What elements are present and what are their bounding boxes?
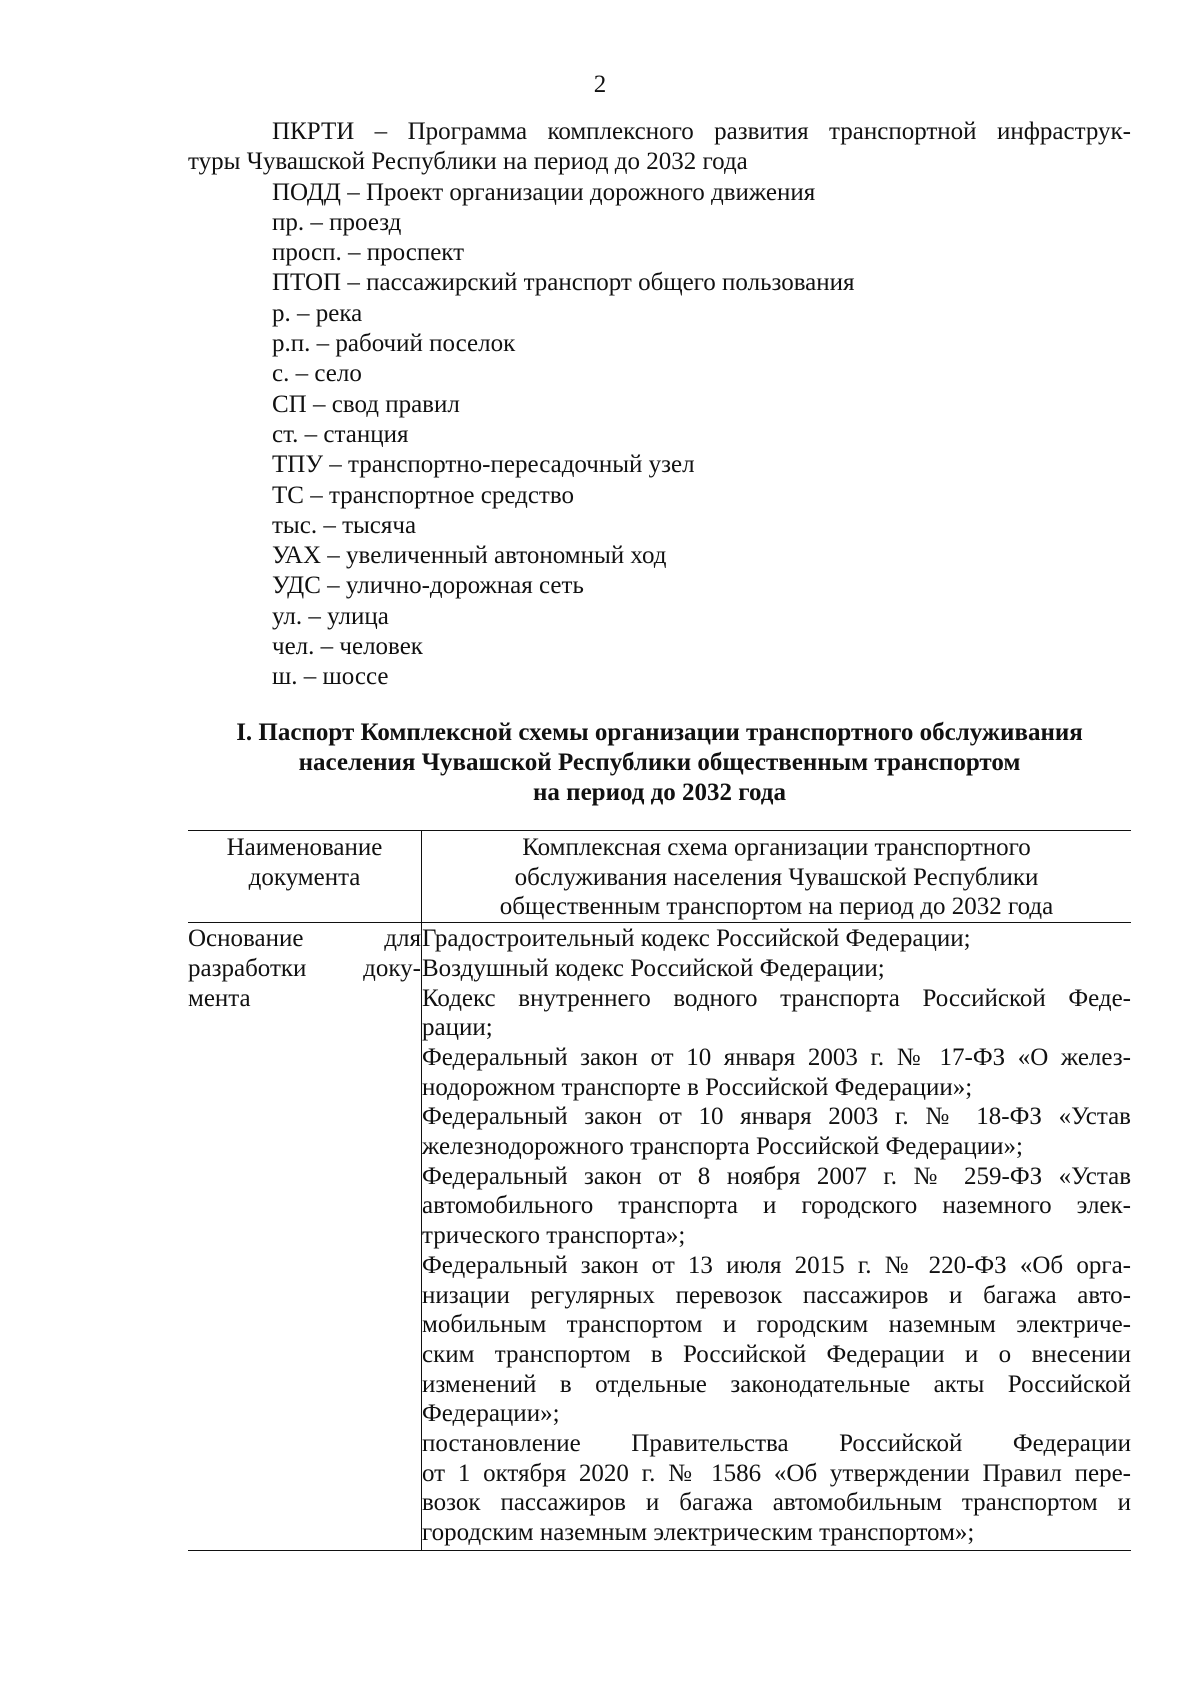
cell-line: Федерации»; <box>422 1400 560 1428</box>
cell-line: разработки доку- <box>188 954 421 982</box>
table-cell-value <box>422 923 1132 1551</box>
abbreviation-item: ТС – транспортное средство <box>272 481 574 509</box>
abbreviations-list <box>188 117 1131 693</box>
cell-line: Градостроительный кодекс Российской Федерации; <box>422 925 971 953</box>
abbreviation-item: р. – река <box>272 299 363 327</box>
cell-line: железнодорожного транспорта Российской Федерации»; <box>422 1133 1023 1161</box>
cell-line: городским наземным электрическим транспортом»; <box>422 1519 975 1547</box>
abbreviation-item-pkrti-line-1: ПКРТИ – Программа комплексного развития транспортной инфраструк- <box>272 118 1131 145</box>
abbreviation-item: просп. – проспект <box>272 239 465 267</box>
cell-line: обслуживания населения Чувашской Республики <box>514 863 1039 891</box>
cell-line: от 1 октября 2020 г. № 1586 «Об утверждении Правил пере- <box>422 1459 1131 1487</box>
cell-line: Основание для <box>188 925 421 953</box>
table-cell-label <box>188 831 422 923</box>
cell-line: Наименование <box>226 834 383 861</box>
cell-line: документа <box>248 863 361 891</box>
cell-line: Федеральный закон от 10 января 2003 г. № 17-ФЗ «О желез- <box>422 1043 1131 1071</box>
section-heading <box>188 718 1131 808</box>
abbreviation-item: СП – свод правил <box>272 390 460 418</box>
cell-line: рации; <box>422 1014 493 1042</box>
cell-line: изменений в отдельные законодательные акты Российской <box>422 1370 1131 1398</box>
section-heading-line: на период до 2032 года <box>533 779 786 806</box>
abbreviation-item: р.п. – рабочий поселок <box>272 330 516 358</box>
abbreviation-item: УДС – улично-дорожная сеть <box>272 572 584 600</box>
cell-line: Федеральный закон от 10 января 2003 г. № 18-ФЗ «Устав <box>422 1103 1131 1131</box>
cell-line: возок пассажиров и багажа автомобильным транспортом и <box>422 1489 1131 1517</box>
abbreviation-item: с. – село <box>272 360 362 388</box>
cell-line: мента <box>188 984 251 1012</box>
abbreviation-item: чел. – человек <box>272 633 423 661</box>
cell-line: мобильным транспортом и городским наземным электриче- <box>422 1311 1131 1339</box>
cell-line: Воздушный кодекс Российской Федерации; <box>422 954 885 982</box>
cell-line: Федеральный закон от 13 июля 2015 г. № 220-ФЗ «Об орга- <box>422 1251 1131 1279</box>
cell-line: низации регулярных перевозок пассажиров и багажа авто- <box>422 1281 1131 1309</box>
abbreviation-item: тыс. – тысяча <box>272 511 417 539</box>
table-cell-label <box>188 923 422 1551</box>
abbreviation-item-pkrti-line-2: туры Чувашской Республики на период до 2032 года <box>188 148 748 176</box>
abbreviation-item: ст. – станция <box>272 420 409 448</box>
table-row-document-name <box>188 831 1131 923</box>
cell-line: Комплексная схема организации транспортного <box>522 834 1031 861</box>
abbreviation-item: ул. – улица <box>272 602 389 630</box>
abbreviation-item: пр. – проезд <box>272 208 402 236</box>
abbreviation-item: УАХ – увеличенный автономный ход <box>272 542 667 570</box>
cell-line: автомобильного транспорта и городского наземного элек- <box>422 1192 1131 1220</box>
cell-line: постановление Правительства Российской Федерации <box>422 1430 1131 1458</box>
table-cell-value <box>422 831 1132 923</box>
abbreviation-item: ПТОП – пассажирский транспорт общего пользования <box>272 269 855 297</box>
cell-line: общественным транспортом на период до 2032 года <box>499 893 1054 921</box>
abbreviation-item: ПОДД – Проект организации дорожного движения <box>272 178 816 206</box>
cell-line: Кодекс внутреннего водного транспорта Российской Феде- <box>422 984 1131 1012</box>
passport-table <box>188 830 1131 1551</box>
page-number: 2 <box>593 71 607 98</box>
abbreviation-item: ш. – шоссе <box>272 663 389 691</box>
section-heading-line: населения Чувашской Республики общественным транспортом <box>298 749 1021 776</box>
cell-line: нодорожном транспорте в Российской Федерации»; <box>422 1073 973 1101</box>
section-heading-line: I. Паспорт Комплексной схемы организации транспортного обслуживания <box>236 719 1083 746</box>
cell-line: ским транспортом в Российской Федерации и о внесении <box>422 1340 1131 1368</box>
abbreviation-item: ТПУ – транспортно-пересадочный узел <box>272 451 695 479</box>
cell-line: трического транспорта»; <box>422 1222 686 1250</box>
table-row-basis <box>188 923 1131 1551</box>
cell-line: Федеральный закон от 8 ноября 2007 г. № 259-ФЗ «Устав <box>422 1162 1131 1190</box>
